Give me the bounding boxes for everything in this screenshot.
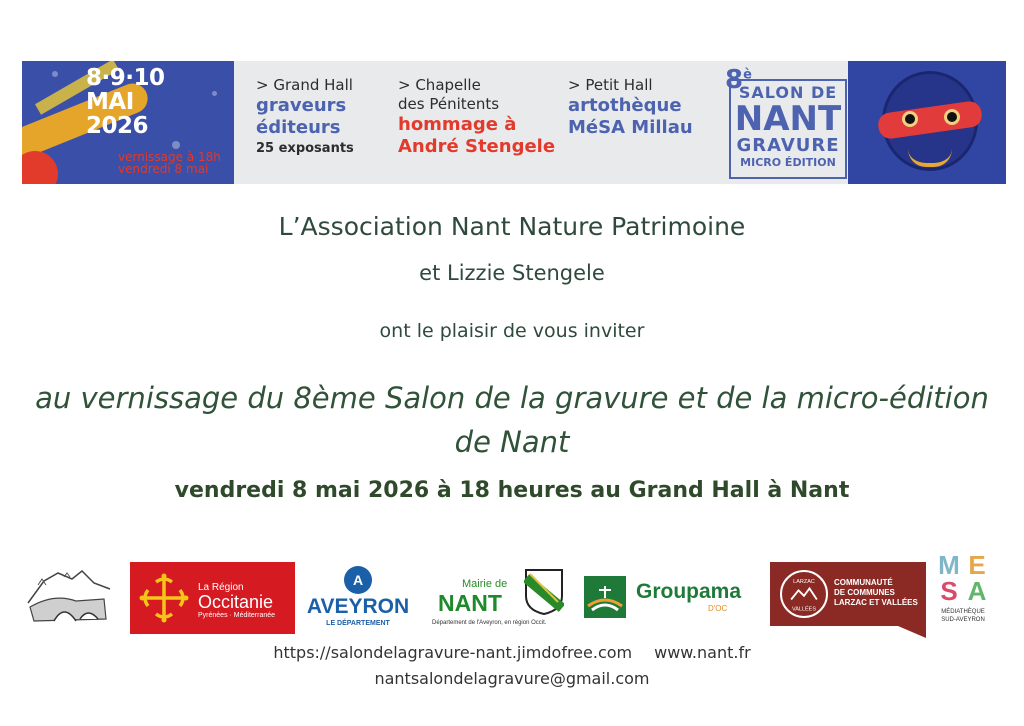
artotheque-line1: artothèque	[568, 95, 682, 116]
nant-shield-icon	[524, 568, 564, 616]
aveyron-a-icon: A	[344, 566, 372, 594]
occitanie-line3: Pyrénées · Méditerranée	[198, 612, 276, 619]
chapelle-label2: des Pénitents	[398, 95, 500, 113]
cc-line3: LARZAC ET VALLÉES	[834, 598, 918, 607]
hommage-line2: André Stengele	[398, 136, 556, 157]
aveyron-name: AVEYRON	[306, 595, 410, 618]
event-title	[0, 376, 1024, 464]
nant-sub: Département de l'Aveyron, en région Occit.	[432, 620, 547, 626]
exposants-count: 25 exposants	[256, 141, 354, 156]
mesa-cap2: SUD-AVEYRON	[941, 617, 985, 623]
vernissage-time: vernissage à 18h	[118, 150, 221, 164]
occitanie-line1: La Région	[198, 582, 244, 593]
mesa-letter: M	[938, 550, 960, 580]
svg-text:LARZAC: LARZAC	[793, 579, 815, 585]
event-title-line1: au vernissage du 8ème Salon de la gravure et de la micro-édition	[35, 381, 989, 415]
groupama-field-icon	[584, 576, 626, 618]
hommage-line1: hommage à	[398, 114, 517, 135]
groupama-sub: D'OC	[708, 604, 728, 613]
banner-grand-hall	[256, 76, 354, 159]
banner-chapelle	[398, 76, 555, 158]
mesa-logo	[930, 552, 996, 640]
larzac-seal-icon	[780, 570, 828, 618]
occitanie-line2: Occitanie	[198, 592, 274, 612]
artotheque-line2: MéSA Millau	[568, 117, 693, 138]
banner-date-month: MAI	[86, 89, 134, 115]
cc-line2: DE COMMUNES	[834, 588, 895, 597]
occitanie-logo	[130, 562, 295, 634]
cc-line1: COMMUNAUTÉ	[834, 578, 893, 587]
eye	[902, 111, 918, 127]
speck	[52, 71, 58, 77]
mesa-letter: E	[968, 550, 986, 580]
event-title-line2: de Nant	[454, 425, 570, 459]
event-date: vendredi 8 mai 2026 à 18 heures au Grand Hall à Nant	[174, 478, 850, 503]
village-sketch-logo	[24, 563, 114, 629]
mairie-nant-logo	[430, 566, 570, 632]
edition-number: $8^è$	[725, 65, 752, 95]
salon-logo-box	[729, 79, 847, 179]
nant-label: NANT	[438, 590, 502, 616]
salon-line4: MICRO ÉDITION	[740, 156, 836, 169]
occitan-cross-icon	[138, 572, 190, 624]
eye	[944, 109, 960, 125]
mesa-caption	[930, 608, 996, 624]
cc-banner-tail	[898, 626, 926, 638]
grand-hall-line1: graveurs	[256, 95, 347, 116]
red-dot	[22, 151, 58, 184]
sketch-icon	[24, 563, 114, 629]
mesa-letters	[935, 552, 991, 604]
salon-website-link[interactable]: https://salondelagravure-nant.jimdofree.com	[273, 643, 633, 662]
speck	[212, 91, 217, 96]
speck	[172, 141, 180, 149]
svg-text:VALLÉES: VALLÉES	[791, 606, 817, 613]
groupama-name: Groupama	[636, 580, 742, 603]
salon-line3: GRAVURE	[736, 135, 840, 156]
footer-links	[0, 643, 1024, 662]
mesa-cap1: MÉDIATHÈQUE	[941, 609, 985, 615]
aveyron-logo	[306, 566, 410, 632]
salon-line1: SALON DE	[738, 83, 838, 102]
vernissage-day: vendredi 8 mai	[118, 162, 209, 176]
mesa-letter: S	[940, 576, 958, 606]
salon-line2: NANT	[734, 99, 842, 139]
banner-date-year: 2026	[86, 113, 149, 139]
communaute-communes-logo	[770, 562, 926, 637]
mairie-label: Mairie de	[462, 578, 508, 590]
petit-hall-label: > Petit Hall	[568, 76, 653, 94]
banner-artwork-right	[848, 61, 1006, 184]
mesa-letter: A	[967, 576, 987, 606]
event-banner	[22, 61, 1006, 184]
partner-name: et Lizzie Stengele	[419, 261, 605, 285]
cc-text	[834, 578, 918, 608]
banner-petit-hall	[568, 76, 693, 139]
grand-hall-line2: éditeurs	[256, 117, 341, 138]
invite-phrase: ont le plaisir de vous inviter	[379, 320, 645, 342]
salon-logo	[725, 63, 851, 181]
banner-date-days: 8·9·10	[86, 65, 165, 91]
contact-email[interactable]: nantsalondelagravure@gmail.com	[374, 669, 650, 688]
association-name: L’Association Nant Nature Patrimoine	[278, 212, 746, 241]
nant-website-link[interactable]: www.nant.fr	[654, 643, 751, 662]
groupama-logo	[584, 576, 744, 622]
grand-hall-label: > Grand Hall	[256, 76, 353, 94]
banner-dates	[86, 67, 165, 139]
banner-vernissage	[118, 151, 221, 175]
aveyron-sub: LE DÉPARTEMENT	[326, 620, 390, 627]
chapelle-label: > Chapelle	[398, 76, 481, 94]
banner-artwork-left	[22, 61, 234, 184]
